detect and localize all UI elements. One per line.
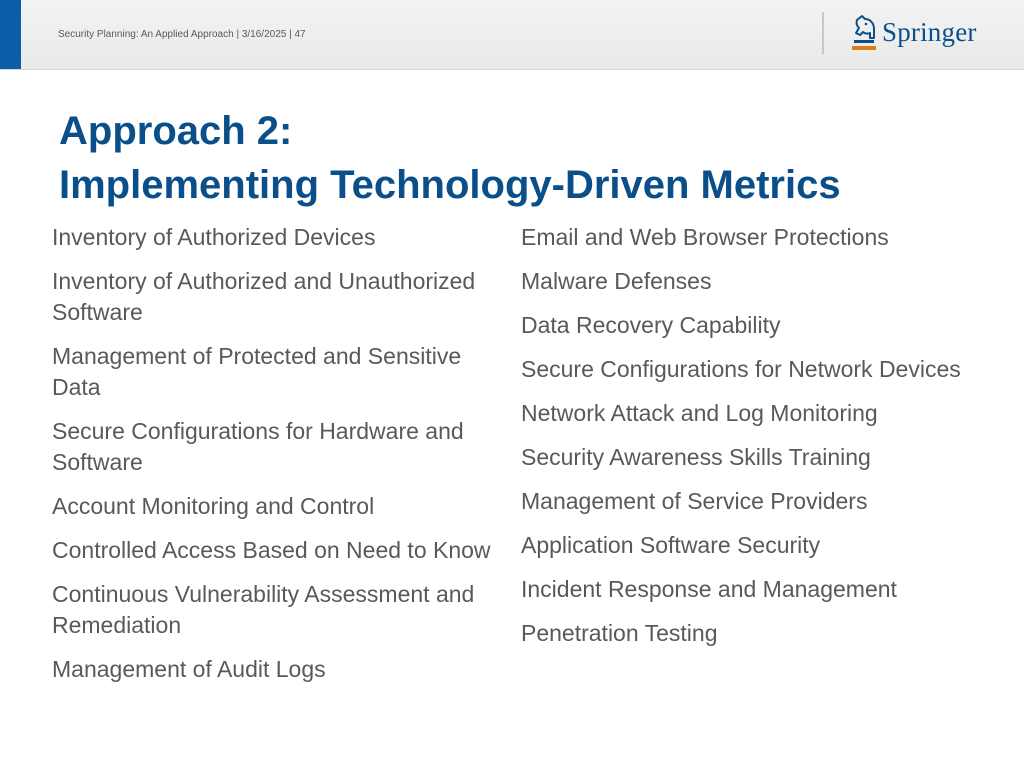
list-item: Management of Service Providers bbox=[521, 488, 868, 514]
list-item: Secure Configurations for Hardware and Software bbox=[52, 418, 464, 475]
slide-title-line-1: Approach 2: bbox=[59, 109, 293, 153]
list-item: Controlled Access Based on Need to Know bbox=[52, 537, 491, 563]
list-item: Email and Web Browser Protections bbox=[521, 224, 889, 250]
list-item: Application Software Security bbox=[521, 532, 821, 558]
list-item: Account Monitoring and Control bbox=[52, 493, 375, 519]
knight-chess-piece-icon bbox=[850, 14, 878, 52]
header-accent-strip bbox=[0, 0, 21, 69]
list-item: Incident Response and Management bbox=[521, 576, 897, 602]
list-item: Inventory of Authorized and Unauthorized Software bbox=[52, 268, 476, 325]
slide-title bbox=[59, 104, 999, 212]
slide-footer-text: Security Planning: An Applied Approach | 3/16/2025 | 47 bbox=[58, 29, 306, 40]
list-item: Penetration Testing bbox=[521, 620, 718, 646]
list-item: Malware Defenses bbox=[521, 268, 712, 294]
list-item: Data Recovery Capability bbox=[521, 312, 781, 338]
springer-wordmark: Springer bbox=[882, 16, 977, 47]
list-item: Management of Protected and Sensitive Data bbox=[52, 343, 462, 400]
list-item: Continuous Vulnerability Assessment and Remediation bbox=[52, 581, 475, 638]
list-item: Secure Configurations for Network Devices bbox=[521, 356, 961, 382]
logo-divider bbox=[822, 12, 824, 54]
slide-header bbox=[0, 0, 1024, 70]
list-item: Security Awareness Skills Training bbox=[521, 444, 871, 470]
list-item: Network Attack and Log Monitoring bbox=[521, 400, 878, 426]
springer-logo bbox=[850, 14, 977, 52]
right-metrics-list bbox=[521, 222, 971, 662]
list-item: Inventory of Authorized Devices bbox=[52, 224, 376, 250]
list-item: Management of Audit Logs bbox=[52, 656, 326, 682]
slide-title-line-2: Implementing Technology-Driven Metrics bbox=[59, 163, 841, 207]
left-metrics-list bbox=[52, 222, 492, 698]
